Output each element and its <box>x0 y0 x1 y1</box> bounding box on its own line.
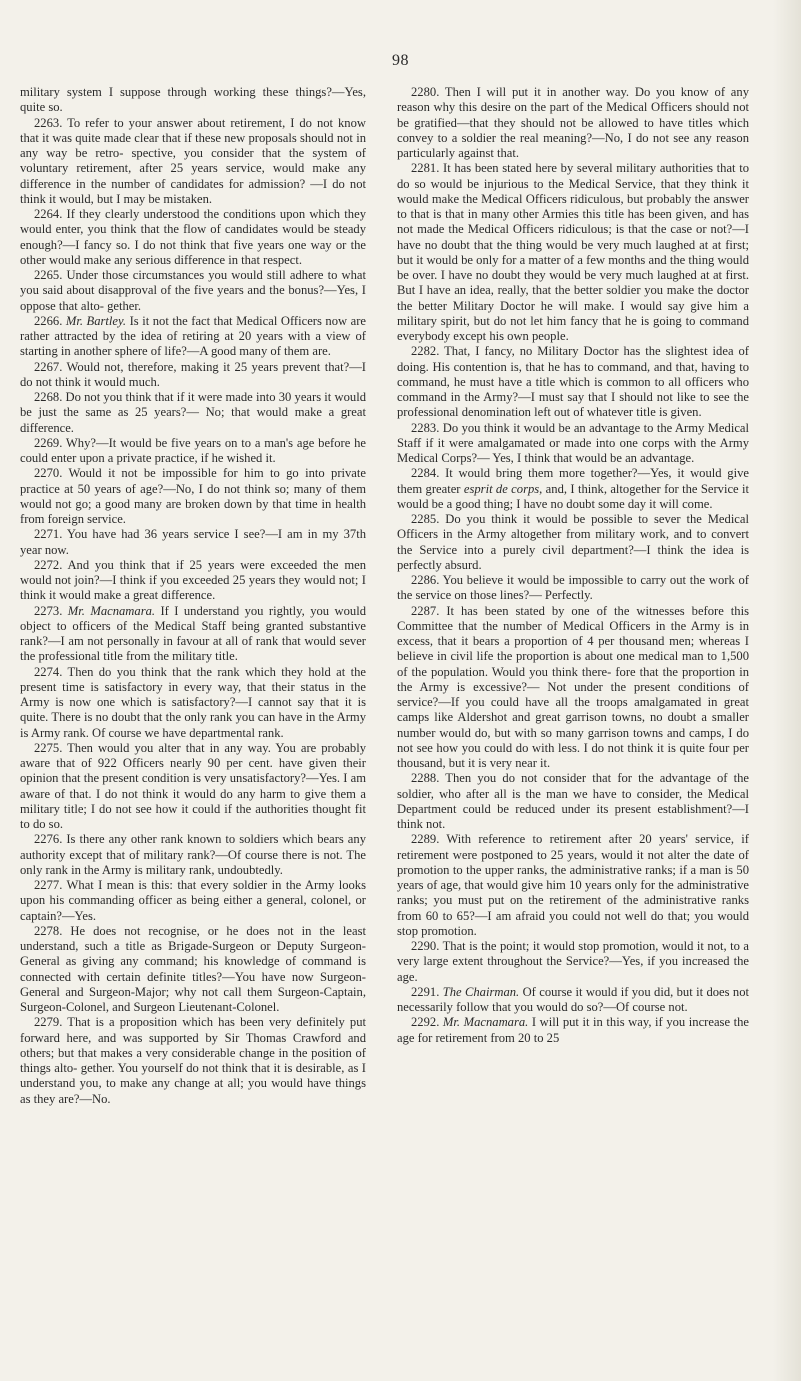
paragraph: 2268. Do not you think that if it were made into 30 years it would be just the same as 25 years?— No; that would make a great difference. <box>20 390 366 435</box>
paragraph: 2267. Would not, therefore, making it 25 years prevent that?—I do not think it would much. <box>20 359 366 389</box>
paragraph: 2278. He does not recognise, or he does not in the least understand, such a title as Brigade-Surgeon or Deputy Surgeon-General as giving any command; his knowledge of command is connected with certain definite titles?—You have now Surgeon-General and Surgeon-Major; why not call them Surgeon-Captain, Surgeon-Colonel, and Surgeon Lieutenant-Colonel. <box>20 923 366 1014</box>
paragraph: 2292. Mr. Macnamara. I will put it in this way, if you increase the age for retirement from 20 to 25 <box>397 1015 749 1045</box>
paragraph: 2271. You have had 36 years service I see?—I am in my 37th year now. <box>20 527 366 557</box>
italic-phrase: esprit de corps <box>463 481 540 496</box>
paragraph: military system I suppose through working these things?—Yes, quite so. <box>20 85 366 115</box>
right-column <box>397 85 749 1046</box>
paragraph: 2288. Then you do not consider that for the advantage of the soldier, who after all is the man we have to consider, the Medical Department could be reduced under its present establishment?—I think not. <box>397 771 749 831</box>
paragraph: 2274. Then do you think that the rank which they hold at the present time is satisfactory in every way, that their status in the Army is now one which is satisfactory?—I cannot say that it is quite. There is no doubt that the only rank you can have in the Army is Army rank. Of course we have departmental rank. <box>20 664 366 740</box>
paragraph: 2289. With reference to retirement after 20 years' service, if retirement were postponed to 25 years, would it not alter the date of promotion to the upper ranks, the administrative ranks; if a man is 50 years of age, that would give him 10 years only for the administrative ranks; you must put on the retirement of the administrative ranks from 60 to 65?—I am afraid you could not well do that; you would stop promotion. <box>397 832 749 938</box>
paragraph: 2291. The Chairman. Of course it would if you did, but it does not necessarily follow that you would do so?—Of course not. <box>397 984 750 1014</box>
speaker-name: The Chairman. <box>442 984 520 999</box>
paragraph: 2285. Do you think it would be possible to sever the Medical Officers in the Army altogether from military work, and to convert the Service into a purely civil department?—I think the idea is perfectly absurd. <box>397 512 749 572</box>
paragraph: 2263. To refer to your answer about retirement, I do not know that it was quite made clear that if these new proposals should not in any way be retro- spective, you consider that the system of voluntary retirement, after 25 years service, would make any difference in the number of candidates for admission? —I do not think it would, but I may be mistaken. <box>20 115 366 206</box>
speaker-name: Mr. Macnamara. <box>67 603 156 618</box>
paragraph: 2280. Then I will put it in another way. Do you know of any reason why this desire on the part of the Medical Officers should not be gratified—that they should not be allowed to have titles which convey to a soldier the real meaning?—No, I do not see any reason particularly against that. <box>397 85 749 160</box>
left-column <box>20 85 366 1107</box>
paragraph: 2287. It has been stated by one of the witnesses before this Committee that the number of Medical Officers in the Army is in excess, that it bears a proportion of 4 per thousand men; whereas I believe in civil life the proportion is about one medical man to 1,500 of the population. Would you think there- fore that the proportion in the Army is excessive?— Not under the present conditions of service?—If you could have all the troops amalgamated in great camps like Aldershot and great garrison towns, no doubt a smaller number would do, but with so many garrison towns and camps, I do not see how you could do with less. I do not think it is quite four per thousand, but it is very near it. <box>397 603 749 770</box>
paragraph: 2272. And you think that if 25 years were exceeded the men would not join?—I think if you exceeded 25 years they would not; I think it would make a great difference. <box>20 557 366 603</box>
paragraph: 2269. Why?—It would be five years on to a man's age before he could enter upon a private practice, if he wished it. <box>20 435 366 465</box>
page-edge-shadow <box>773 0 801 1381</box>
paragraph: 2266. Mr. Bartley. Is it not the fact that Medical Officers now are rather attracted by the idea of retiring at 20 years with a view of starting in another sphere of life?—A good many of them are. <box>20 313 367 359</box>
paragraph: 2273. Mr. Macnamara. If I understand you rightly, you would object to officers of the Medical Staff being granted substantive rank?—I am not personally in favour at all of rank that would sever the professional title from the military title. <box>20 603 366 664</box>
paragraph: 2282. That, I fancy, no Military Doctor has the slightest idea of doing. His contention is, that he has to command, and that, having to command, he must have a title which is common to all officers who command in the Army?—I must say that I should not like to see the professional denomination left out of whatever title is given. <box>397 344 749 420</box>
paragraph: 2275. Then would you alter that in any way. You are probably aware that of 922 Officers nearly 90 per cent. have given their opinion that the present condition is very unsatisfactory?—Yes. I am aware of that. I do not think it would do any harm to give them a military title; I do not see how it could if the authorities thought fit to do so. <box>20 740 366 831</box>
paragraph: 2264. If they clearly understood the conditions upon which they would enter, you think that the flow of candidates would be steady enough?—I fancy so. I do not think that five years one way or the other would make any serious difference in that respect. <box>20 207 366 267</box>
paragraph: 2281. It has been stated here by several military authorities that to do so would be injurious to the Medical Service, that they think it would make the Medical Officers ridiculous, but probably the answer to that is that in many other Armies this title has been given, and has not made the Medical Officers ridiculous; is that the case or not?—I have no doubt that the thing would be very much laughed at at first; but it would be only for a matter of a few months and the thing would be over. I have no doubt they would be very much laughed at at first. But I have an idea, really, that the better soldier you make the doctor the better Military Doctor he will make. I would say give him a military spirit, but do not let him fancy that he is going to command everybody except his own people. <box>397 161 749 343</box>
paragraph: 2265. Under those circumstances you would still adhere to what you said about disapproval of the five years and the bonus?—Yes, I oppose that alto- gether. <box>20 268 366 313</box>
paragraph: 2290. That is the point; it would stop promotion, would it not, to a very large extent throughout the Service?—Yes, if you increased the age. <box>397 939 749 984</box>
paragraph: 2276. Is there any other rank known to soldiers which bears any authority except that of military rank?—Of course there is not. The only rank in the Army is military rank, undoubtedly. <box>20 832 366 877</box>
page-number: 98 <box>392 52 409 69</box>
paragraph: 2277. What I mean is this: that every soldier in the Army looks upon his commanding officer as being either a general, colonel, or captain?—Yes. <box>20 878 366 923</box>
speaker-name: Mr. Macnamara. <box>442 1015 529 1030</box>
paragraph: 2279. That is a proposition which has been very definitely put forward here, and was supported by Sir Thomas Crawford and others; but that makes a very considerable change in the position of things alto- gether. You yourself do not think that it is desirable, as I understand you, to make any change at all; you would have things as they are?—No. <box>20 1015 366 1106</box>
paragraph: 2284. It would bring them more together?—Yes, it would give them greater esprit de corps, and, I think, altogether for the Service it would be a good thing; I have no doubt some day it will come. <box>397 466 749 511</box>
paragraph: 2286. You believe it would be impossible to carry out the work of the service on those lines?— Perfectly. <box>397 573 749 603</box>
speaker-name: Mr. Bartley. <box>65 313 127 328</box>
paragraph: 2283. Do you think it would be an advantage to the Army Medical Staff if it were amalgamated or made into one corps with the Army Medical Corps?— Yes, I think that would be an advantage. <box>397 420 749 465</box>
paragraph: 2270. Would it not be impossible for him to go into private practice at 50 years of age?—No, I do not think so; many of them would not go; a good many are broken down by that time in health from foreign service. <box>20 466 366 526</box>
